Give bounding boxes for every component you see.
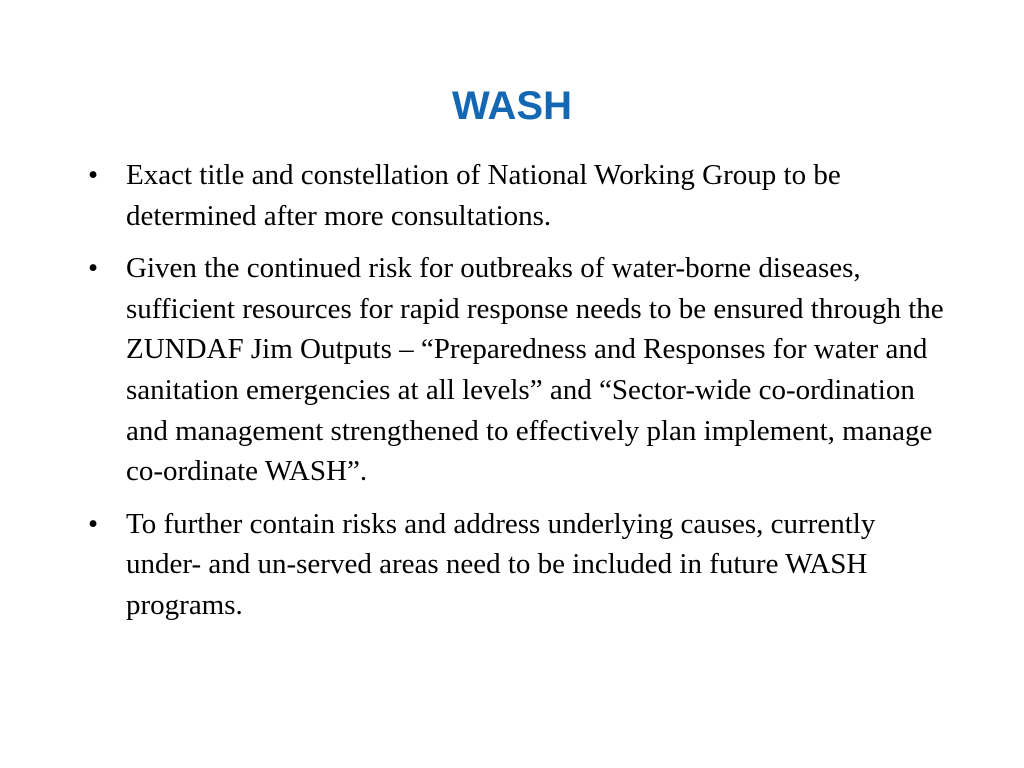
bullet-text: To further contain risks and address underlying causes, currently under- and un-served areas need to be included in future WASH programs. xyxy=(126,507,876,621)
bullet-item xyxy=(88,504,948,626)
bullet-dot-icon: • xyxy=(88,159,99,191)
slide-title: WASH xyxy=(452,84,572,128)
bullet-text: Exact title and constellation of National Working Group to be determined after more consultations. xyxy=(126,159,841,232)
bullet-dot-icon: • xyxy=(88,252,99,285)
bullet-item xyxy=(88,155,948,236)
bullet-dot-icon: • xyxy=(88,507,99,540)
bullet-list xyxy=(88,155,948,638)
bullet-text: Given the continued risk for outbreaks of water-borne diseases, sufficient resources for rapid response needs to be ensured through the ZUNDAF Jim Outputs – “Preparedness and Responses for water and sanitation emergencies at all levels” and “Sector-wide co-ordination and management strengthened to effectively plan implement, manage co-ordinate WASH”. xyxy=(126,252,944,488)
bullet-item xyxy=(88,248,948,492)
